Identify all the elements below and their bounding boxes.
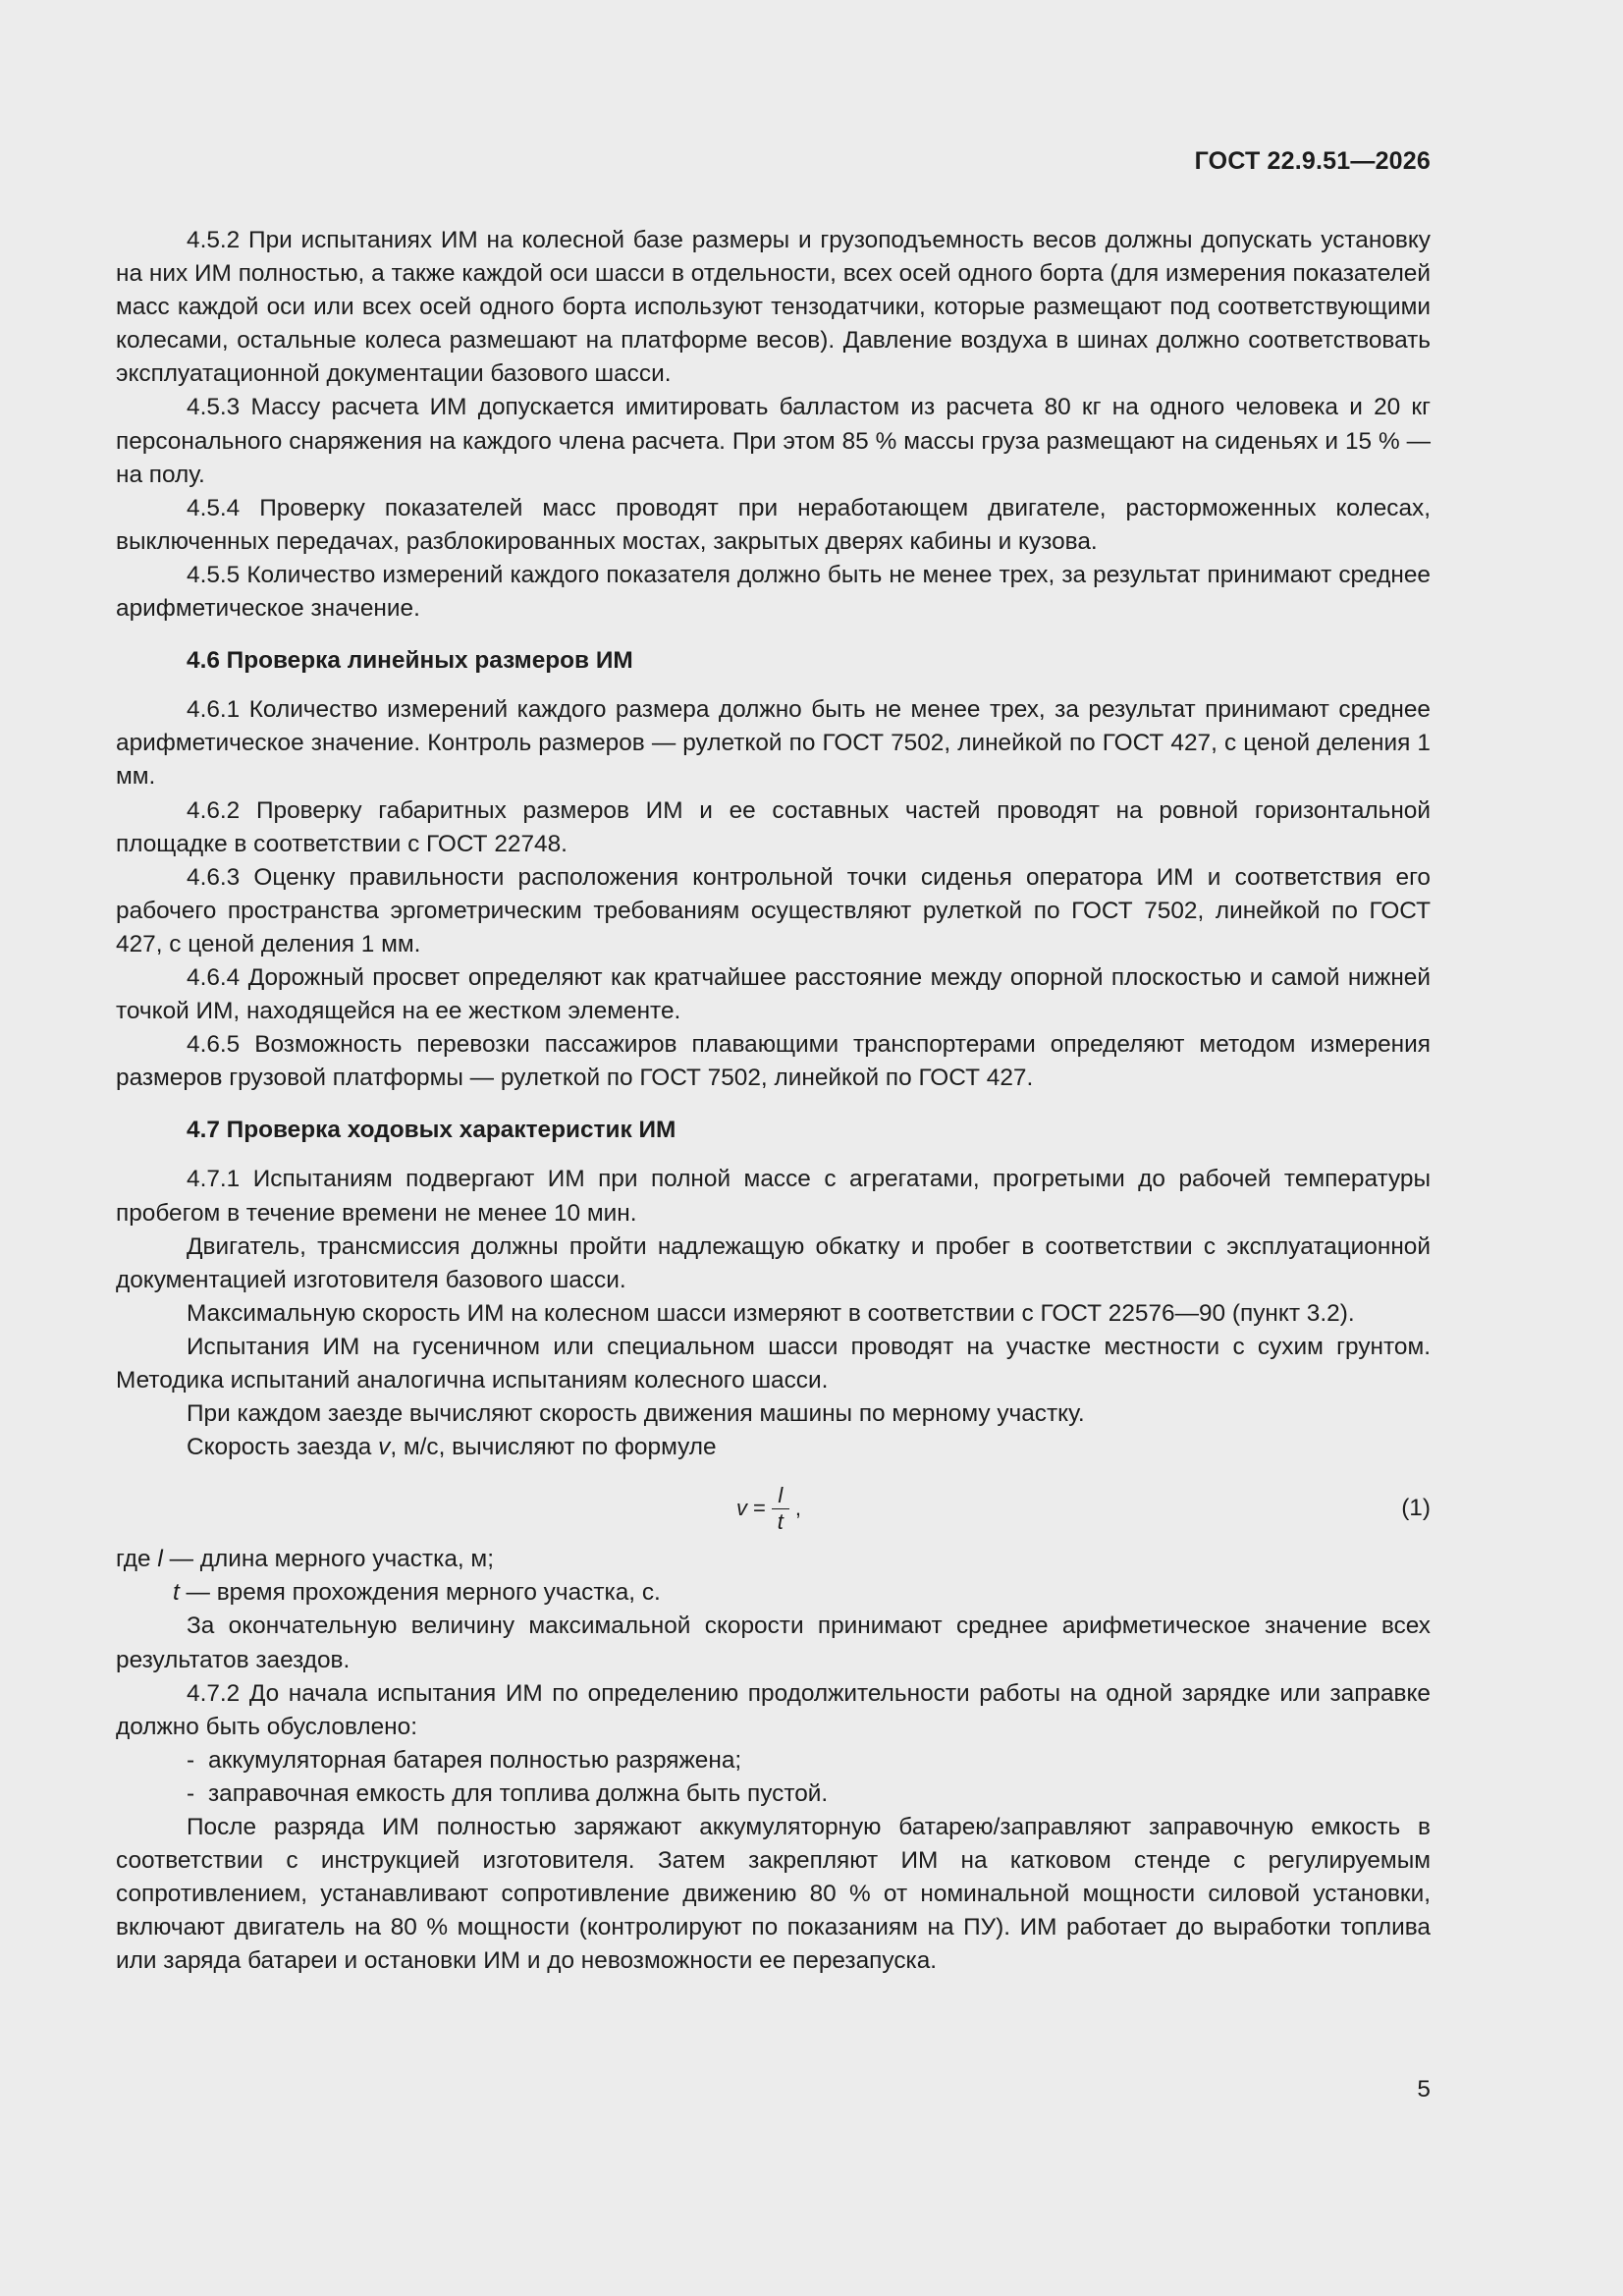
formula-block — [116, 1474, 1431, 1543]
where-prefix: где — [116, 1546, 158, 1573]
list-marker: - — [187, 1779, 195, 1807]
formula-denominator: t — [777, 1509, 784, 1535]
paragraph-engine-break-in: Двигатель, трансмиссия должны пройти надлежащую обкатку и пробег в соответствии с эксплуатационной документацией изготовителя базового шасси. — [116, 1232, 1431, 1293]
paragraph-4-5-2: 4.5.2 При испытаниях ИМ на колесной базе размеры и грузоподъемность весов должны допускать установку на них ИМ полностью, а также каждой оси шасси в отдельности, всех осей одного борта (для измерения показателей масс каждой оси или всех осей одного борта используют тензодатчики, которые размещают под соответствующими колесами, остальные колеса размешают на платформе весов). Давление воздуха в шинах должно соответствовать эксплуатационной документации базового шасси. — [116, 227, 1431, 388]
section-heading-4-7: 4.7 Проверка ходовых характеристик ИМ — [187, 1117, 676, 1144]
paragraph-4-6-3: 4.6.3 Оценку правильности расположения контрольной точки сиденья оператора ИМ и соответствия его рабочего пространства эргометрическим требованиям осуществляют рулеткой по ГОСТ 7502, линейкой по ГОСТ 427, с ценой деления 1 мм. — [116, 863, 1431, 957]
where-var-l: l — [157, 1546, 163, 1573]
paragraph-tracked-chassis: Испытания ИМ на гусеничном или специальном шасси проводят на участке местности с сухим грунтом. Методика испытаний аналогична испытаниям колесного шасси. — [116, 1333, 1431, 1394]
where-text-l: — длина мерного участка, м; — [162, 1546, 494, 1573]
paragraph-4-6-2: 4.6.2 Проверку габаритных размеров ИМ и ее составных частей проводят на ровной горизонтальной площадке в соответствии с ГОСТ 22748. — [116, 796, 1431, 857]
paragraph-4-5-5: 4.5.5 Количество измерений каждого показателя должно быть не менее трех, за результат принимают среднее арифметическое значение. — [116, 561, 1431, 623]
speed-intro-after: , м/с, вычисляют по формуле — [390, 1434, 717, 1461]
where-t — [116, 1576, 1431, 1610]
list-item-text: заправочная емкость для топлива должна быть пустой. — [208, 1779, 829, 1807]
paragraph-4-5-4: 4.5.4 Проверку показателей масс проводят при неработающем двигателе, расторможенных колесах, выключенных передачах, разблокированных мостах, закрытых дверях кабины и кузова. — [116, 494, 1431, 555]
paragraph-4-6-4: 4.6.4 Дорожный просвет определяют как кратчайшее расстояние между опорной плоскостью и самой нижней точкой ИМ, находящейся на ее жестком элементе. — [116, 963, 1431, 1025]
list-item — [116, 1744, 1431, 1777]
paragraph-each-run: При каждом заезде вычисляют скорость движения машины по мерному участку. — [187, 1400, 1085, 1428]
where-l — [116, 1543, 1431, 1576]
paragraph-4-5-3: 4.5.3 Массу расчета ИМ допускается имитировать балластом из расчета 80 кг на одного человека и 20 кг персонального снаряжения на каждого члена расчета. При этом 85 % массы груза размещают на сиденьях и 15 % — на полу. — [116, 394, 1431, 488]
list-item — [116, 1777, 1431, 1811]
paragraph-4-7-2: 4.7.2 До начала испытания ИМ по определению продолжительности работы на одной зарядке или заправке должно быть обусловлено: — [116, 1679, 1431, 1740]
page-body — [116, 224, 1431, 1979]
paragraph-4-6-5: 4.6.5 Возможность перевозки пассажиров плавающими транспортерами определяют методом измерения размеров грузовой платформы — рулеткой по ГОСТ 7502, линейкой по ГОСТ 427. — [116, 1031, 1431, 1092]
paragraph-final-speed: За окончательную величину максимальной скорости принимают среднее арифметическое значение всех результатов заездов. — [116, 1613, 1431, 1673]
where-var-t: t — [173, 1579, 180, 1607]
formula-number: (1) — [1401, 1495, 1431, 1522]
formula-comma: , — [794, 1496, 801, 1521]
formula-numerator: l — [778, 1482, 784, 1507]
speed-formula — [736, 1474, 801, 1543]
where-text-t: — время прохождения мерного участка, с. — [179, 1579, 661, 1607]
paragraph-speed-formula-intro — [116, 1431, 1431, 1464]
document-header: ГОСТ 22.9.51—2026 — [1194, 147, 1431, 175]
speed-var: v — [378, 1434, 391, 1461]
paragraph-max-speed: Максимальную скорость ИМ на колесном шасси измеряют в соответствии с ГОСТ 22576—90 (пункт 3.2). — [187, 1299, 1355, 1327]
list-item-text: аккумуляторная батарея полностью разряжена; — [208, 1746, 742, 1774]
formula-fraction — [772, 1483, 789, 1536]
paragraph-4-7-1: 4.7.1 Испытаниям подвергают ИМ при полной массе с агрегатами, прогретыми до рабочей температуры пробегом в течение времени не менее 10 мин. — [116, 1166, 1431, 1227]
list-marker: - — [187, 1746, 195, 1774]
formula-equals: = — [753, 1496, 766, 1521]
speed-intro-before: Скорость заезда — [187, 1434, 379, 1461]
formula-lhs: v — [736, 1496, 747, 1521]
section-heading-4-6: 4.6 Проверка линейных размеров ИМ — [187, 647, 633, 675]
paragraph-after-discharge: После разряда ИМ полностью заряжают аккумуляторную батарею/заправляют заправочную емкость в соответствии с инструкцией изготовителя. Затем закрепляют ИМ на катковом стенде с регулируемым сопротивлением, устанавливают сопротивление движению 80 % от номинальной мощности силовой установки, включают двигатель на 80 % мощности (контролируют по показаниям на ПУ). ИМ работает до выработки топлива или заряда батареи и остановки ИМ и до невозможности ее перезапуска. — [116, 1814, 1431, 1975]
paragraph-4-6-1: 4.6.1 Количество измерений каждого размера должно быть не менее трех, за результат принимают среднее арифметическое значение. Контроль размеров — рулеткой по ГОСТ 7502, линейкой по ГОСТ 427, с ценой деления 1 мм. — [116, 696, 1431, 791]
page-number: 5 — [1417, 2076, 1431, 2103]
